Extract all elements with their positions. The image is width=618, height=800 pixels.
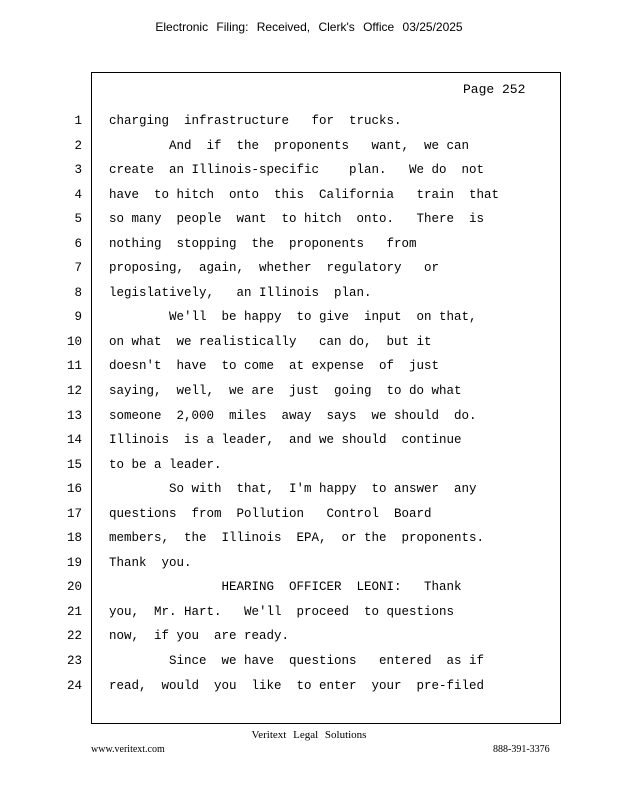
transcript-line: And if the proponents want, we can [109, 138, 470, 153]
line-number: 15 [66, 457, 82, 472]
transcript-line: questions from Pollution Control Board [109, 506, 432, 521]
transcript-line: you, Mr. Hart. We'll proceed to questions [109, 604, 455, 619]
transcript-line: proposing, again, whether regulatory or [109, 261, 440, 276]
line-number: 16 [66, 482, 82, 497]
line-number: 11 [66, 359, 82, 374]
transcript-line: legislatively, an Illinois plan. [109, 285, 372, 300]
transcript-line: saying, well, we are just going to do what [109, 384, 462, 399]
line-number: 10 [66, 334, 82, 349]
line-number: 7 [74, 261, 82, 276]
transcript-line: HEARING OFFICER LEONI: Thank [109, 580, 462, 595]
line-number: 5 [74, 212, 82, 227]
transcript-line: have to hitch onto this California train that [109, 187, 500, 202]
transcript-line: We'll be happy to give input on that, [109, 310, 477, 325]
line-number: 8 [74, 285, 82, 300]
transcript-line: doesn't have to come at expense of just [109, 359, 440, 374]
line-number: 4 [74, 187, 82, 202]
filing-header: Electronic Filing: Received, Clerk's Office 03/25/2025 [155, 20, 463, 34]
transcript-line: charging infrastructure for trucks. [109, 114, 402, 128]
line-number: 1 [74, 114, 82, 128]
transcript-line: so many people want to hitch onto. There is [109, 212, 485, 227]
line-number: 20 [66, 580, 82, 595]
page-number: Page 252 [463, 82, 526, 97]
transcript-line: Since we have questions entered as if [109, 654, 485, 669]
transcript-line: So with that, I'm happy to answer any [109, 482, 477, 497]
line-number: 17 [66, 506, 82, 521]
footer-phone: 888-391-3376 [493, 744, 550, 755]
transcript-text [109, 113, 549, 702]
transcript-line: someone 2,000 miles away says we should do. [109, 408, 477, 423]
line-numbers [62, 113, 82, 702]
line-number: 13 [66, 408, 82, 423]
transcript-line: Illinois is a leader, and we should continue [109, 433, 462, 448]
transcript-line: to be a leader. [109, 457, 222, 472]
transcript-line: nothing stopping the proponents from [109, 236, 417, 251]
transcript-line: members, the Illinois EPA, or the proponents. [109, 531, 485, 546]
line-number: 23 [66, 654, 82, 669]
line-number: 2 [74, 138, 82, 153]
line-number: 6 [74, 236, 82, 251]
line-number: 19 [66, 555, 82, 570]
line-number: 24 [66, 678, 82, 693]
footer-company: Veritext Legal Solutions [251, 729, 367, 741]
transcript-line: Thank you. [109, 555, 192, 570]
line-number: 21 [66, 604, 82, 619]
line-number: 9 [74, 310, 82, 325]
transcript-line: now, if you are ready. [109, 629, 290, 644]
line-number: 12 [66, 384, 82, 399]
transcript-line: read, would you like to enter your pre-filed [109, 678, 485, 693]
line-number: 18 [66, 531, 82, 546]
line-number: 14 [66, 433, 82, 448]
line-number: 22 [66, 629, 82, 644]
transcript-line: on what we realistically can do, but it [109, 334, 432, 349]
line-number: 3 [74, 163, 82, 178]
transcript-line: create an Illinois-specific plan. We do not [109, 163, 485, 178]
footer-website: www.veritext.com [91, 744, 165, 755]
